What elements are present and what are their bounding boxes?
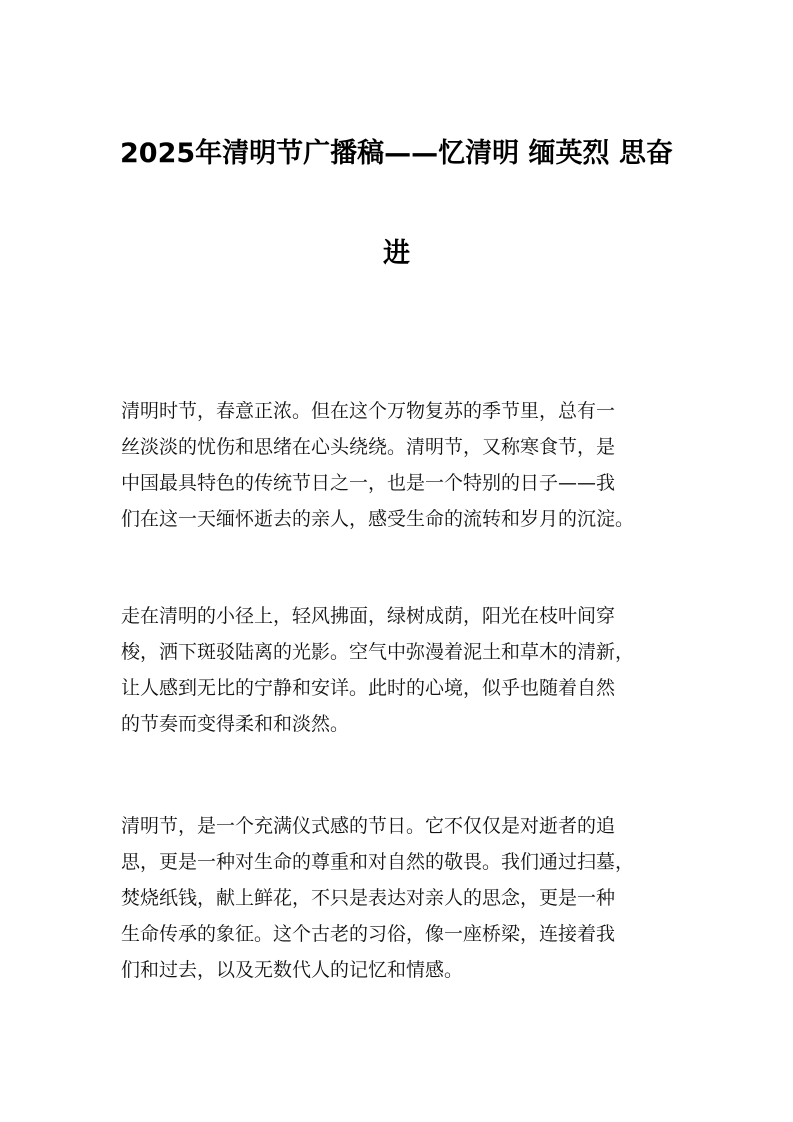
paragraph-1 [121, 393, 681, 537]
paragraph-line: 梭，洒下斑驳陆离的光影。空气中弥漫着泥土和草木的清新， [121, 641, 635, 663]
paragraph-line: 清明节，是一个充满仪式感的节日。它不仅仅是对逝者的追 [121, 815, 616, 837]
paragraph-line: 们在这一天缅怀逝去的亲人，感受生命的流转和岁月的沉淀。 [121, 508, 635, 530]
paragraph-line: 生命传承的象征。这个古老的习俗，像一座桥梁，连接着我 [121, 923, 616, 945]
paragraph-line: 丝淡淡的忧伤和思绪在心头绕绕。清明节，又称寒食节，是 [121, 436, 616, 458]
paragraph-line: 走在清明的小径上，轻风拂面，绿树成荫，阳光在枝叶间穿 [121, 605, 616, 627]
paragraph-line: 让人感到无比的宁静和安详。此时的心境，似乎也随着自然 [121, 677, 616, 699]
document-title-line-1: 2025年清明节广播稿——忆清明 缅英烈 思奋 [120, 138, 673, 169]
paragraph-line: 思，更是一种对生命的尊重和对自然的敬畏。我们通过扫墓， [121, 851, 635, 873]
paragraph-2 [121, 598, 681, 742]
document-title-line-2: 进 [383, 238, 410, 269]
paragraph-line: 焚烧纸钱，献上鲜花，不只是表达对亲人的思念，更是一种 [121, 887, 616, 909]
paragraph-line: 们和过去，以及无数代人的记忆和情感。 [121, 959, 464, 981]
paragraph-3 [121, 808, 681, 988]
paragraph-line: 的节奏而变得柔和和淡然。 [121, 713, 350, 735]
paragraph-line: 中国最具特色的传统节日之一，也是一个特别的日子——我 [121, 472, 616, 494]
paragraph-line: 清明时节，春意正浓。但在这个万物复苏的季节里，总有一 [121, 400, 616, 422]
